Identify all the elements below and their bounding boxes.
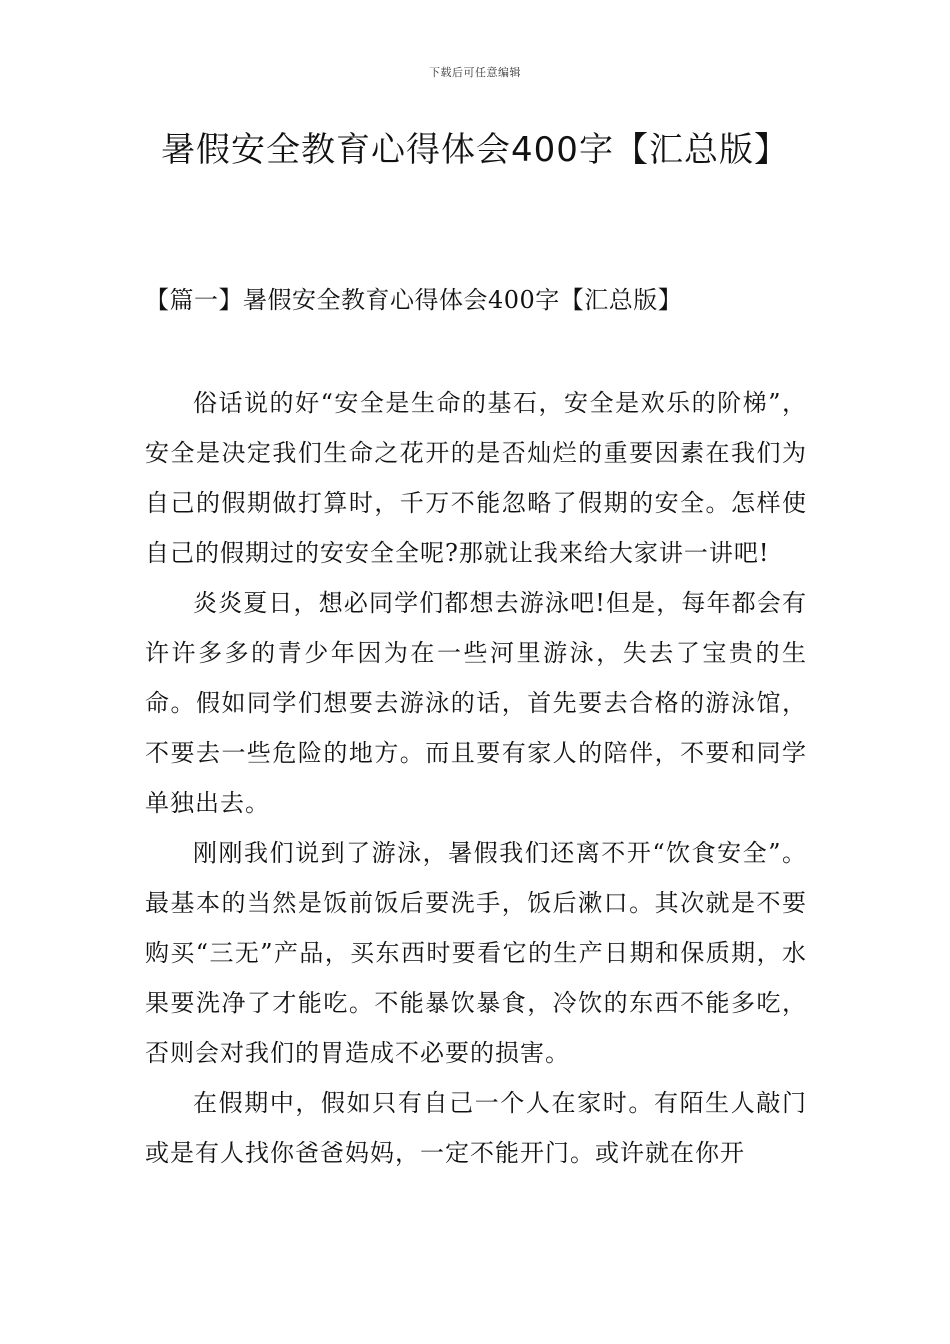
header-note: 下载后可任意编辑	[429, 66, 521, 79]
paragraph: 炎炎夏日，想必同学们都想去游泳吧!但是，每年都会有许许多多的青少年因为在一些河里游泳，失去了宝贵的生命。假如同学们想要去游泳的话，首先要去合格的游泳馆，不要去一些危险的地方。而且要有家人的陪伴，不要和同学单独出去。	[145, 589, 807, 817]
section-heading: 【篇一】暑假安全教育心得体会400字【汇总版】	[145, 286, 683, 314]
paragraph: 俗话说的好“安全是生命的基石，安全是欢乐的阶梯”，安全是决定我们生命之花开的是否灿烂的重要因素在我们为自己的假期做打算时，千万不能忽略了假期的安全。怎样使自己的假期过的安安全全呢?那就让我来给大家讲一讲吧!	[145, 389, 807, 567]
document-title: 暑假安全教育心得体会400字【汇总版】	[161, 130, 789, 170]
document-body	[145, 378, 807, 1178]
paragraph: 刚刚我们说到了游泳，暑假我们还离不开“饮食安全”。最基本的当然是饭前饭后要洗手，饭后漱口。其次就是不要购买“三无”产品，买东西时要看它的生产日期和保质期，水果要洗净了才能吃。不能暴饮暴食，冷饮的东西不能多吃，否则会对我们的胃造成不必要的损害。	[145, 839, 807, 1067]
paragraph: 在假期中，假如只有自己一个人在家时。有陌生人敲门或是有人找你爸爸妈妈，一定不能开门。或许就在你开	[145, 1089, 807, 1167]
